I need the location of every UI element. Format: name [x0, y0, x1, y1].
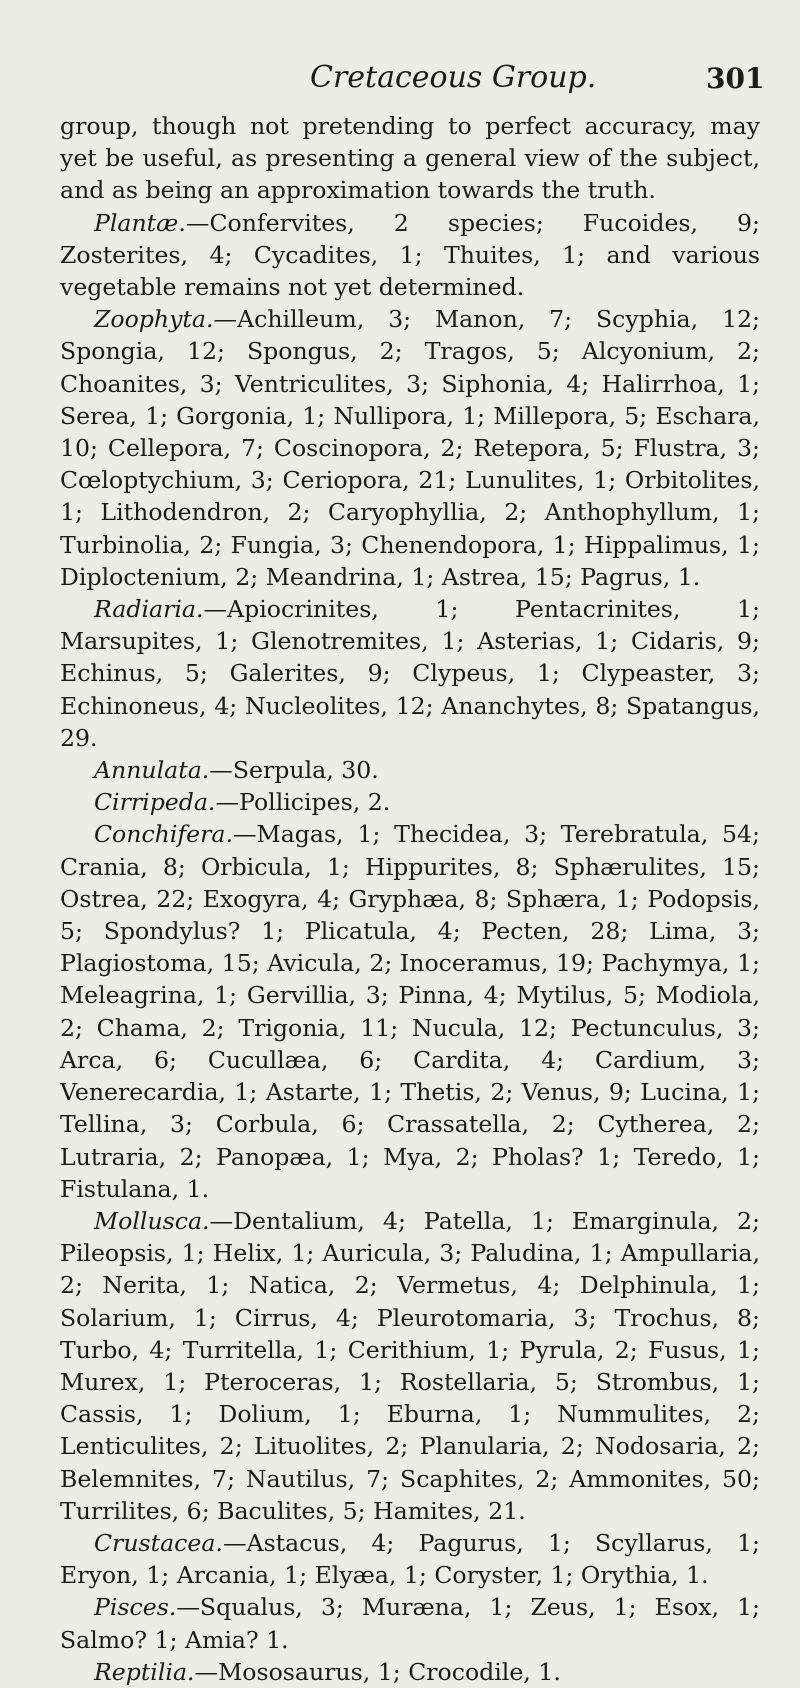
section-text: —Dentalium, 4; Patella, 1; Emarginula, 2; Pileopsis, 1; Helix, 1; Auricula, 3; Paludina, 1; Ampullaria, 2; Nerita, 1; Natica, 2; Vermetus, 4; Delphinula, 1; Solarium, 1; Cirrus, 4; Pleurotomaria, 3; Trochus, 8; Turbo, 4; Turritella, 1; Cerithium, 1; Pyrula, 2; Fusus, 1; Murex, 1; Pteroceras, 1; Rostellaria, 5; Strombus, 1; Cassis, 1; Dolium, 1; Eburna, 1; Nummulites, 2; Lenticulites, 2; Lituolites, 2; Planularia, 2; Nodosaria, 2; Belemnites, 7; Nautilus, 7; Scaphites, 2; Ammonites, 50; Turrilites, 6; Baculites, 5; Hamites, 21. [60, 1206, 760, 1525]
section-text: —Squalus, 3; Muræna, 1; Zeus, 1; Esox, 1; Salmo? 1; Amia? 1. [60, 1593, 760, 1654]
section-label: Zoophyta. [94, 305, 214, 334]
header-title: Cretaceous Group. [310, 60, 597, 95]
section-label: Annulata. [94, 756, 210, 785]
section-text: —Magas, 1; Thecidea, 3; Terebratula, 54; Crania, 8; Orbicula, 1; Hippurites, 8; Sphærulites, 15; Ostrea, 22; Exogyra, 4; Gryphæa, 8; Sphæra, 1; Podopsis, 5; Spondylus? 1; Plicatula, 4; Pecten, 28; Lima, 3; Plagiostoma, 15; Avicula, 2; Inoceramus, 19; Pachymya, 1; Meleagrina, 1; Gervillia, 3; Pinna, 4; Mytilus, 5; Modiola, 2; Chama, 2; Trigonia, 11; Nucula, 12; Pectunculus, 3; Arca, 6; Cucullæa, 6; Cardita, 4; Cardium, 3; Venerecardia, 1; Astarte, 1; Thetis, 2; Venus, 9; Lucina, 1; Tellina, 3; Corbula, 6; Crassatella, 2; Cytherea, 2; Lutraria, 2; Panopæa, 1; Mya, 2; Pholas? 1; Teredo, 1; Fistulana, 1. [60, 820, 760, 1203]
section-label: Crustacea. [94, 1528, 223, 1557]
section-text: —Mososaurus, 1; Crocodile, 1. [194, 1657, 561, 1686]
section-label: Pisces. [94, 1593, 177, 1622]
section-label: Plantæ. [94, 208, 186, 237]
section-annulata [60, 754, 760, 786]
section-text: —Astacus, 4; Pagurus, 1; Scyllarus, 1; Eryon, 1; Arcania, 1; Elyæa, 1; Coryster, 1; Orythia, 1. [60, 1528, 760, 1590]
section-zoophyta [60, 303, 760, 593]
section-text: —Serpula, 30. [209, 756, 379, 785]
section-crustacea [60, 1527, 760, 1591]
section-label: Conchifera. [94, 820, 233, 849]
section-cirripeda [60, 786, 760, 818]
intro-paragraph: group, though not pretending to perfect accuracy, may yet be useful, as presenting a general view of the subject, and as being an approximation towards the truth. [60, 112, 760, 205]
section-label: Reptilia. [94, 1657, 195, 1686]
section-text: —Apiocrinites, 1; Pentacrinites, 1; Marsupites, 1; Glenotremites, 1; Asterias, 1; Cidaris, 9; Echinus, 5; Galerites, 9; Clypeus, 1; Clypeaster, 3; Echinoneus, 4; Nucleolites, 12; Ananchytes, 8; Spatangus, 29. [60, 595, 760, 752]
section-plantae [60, 207, 760, 304]
section-text: —Pollicipes, 2. [215, 788, 391, 817]
section-text: —Achilleum, 3; Manon, 7; Scyphia, 12; Spongia, 12; Spongus, 2; Tragos, 5; Alcyonium, 2; Choanites, 3; Ventriculites, 3; Siphonia, 4; Halirrhoa, 1; Serea, 1; Gorgonia, 1; Nullipora, 1; Millepora, 5; Eschara, 10; Cellepora, 7; Coscinopora, 2; Retepora, 5; Flustra, 3; Cœloptychium, 3; Ceriopora, 21; Lunulites, 1; Orbitolites, 1; Lithodendron, 2; Caryophyllia, 2; Anthophyllum, 1; Turbinolia, 2; Fungia, 3; Chenendopora, 1; Hippalimus, 1; Diploctenium, 2; Meandrina, 1; Astrea, 15; Pagrus, 1. [60, 305, 760, 591]
section-label: Mollusca. [94, 1206, 210, 1235]
section-reptilia [60, 1656, 760, 1688]
section-label: Cirripeda. [94, 788, 216, 817]
section-mollusca [60, 1205, 760, 1527]
section-label: Radiaria. [94, 595, 204, 624]
section-conchifera [60, 818, 760, 1204]
section-pisces [60, 1591, 760, 1655]
running-header [0, 60, 800, 100]
section-text: —Confervites, 2 species; Fucoides, 9; Zosterites, 4; Cycadites, 1; Thuites, 1; and various vegetable remains not yet determined. [60, 208, 760, 302]
section-radiaria [60, 593, 760, 754]
body-text [60, 110, 760, 1688]
page-number: 301 [706, 62, 765, 95]
